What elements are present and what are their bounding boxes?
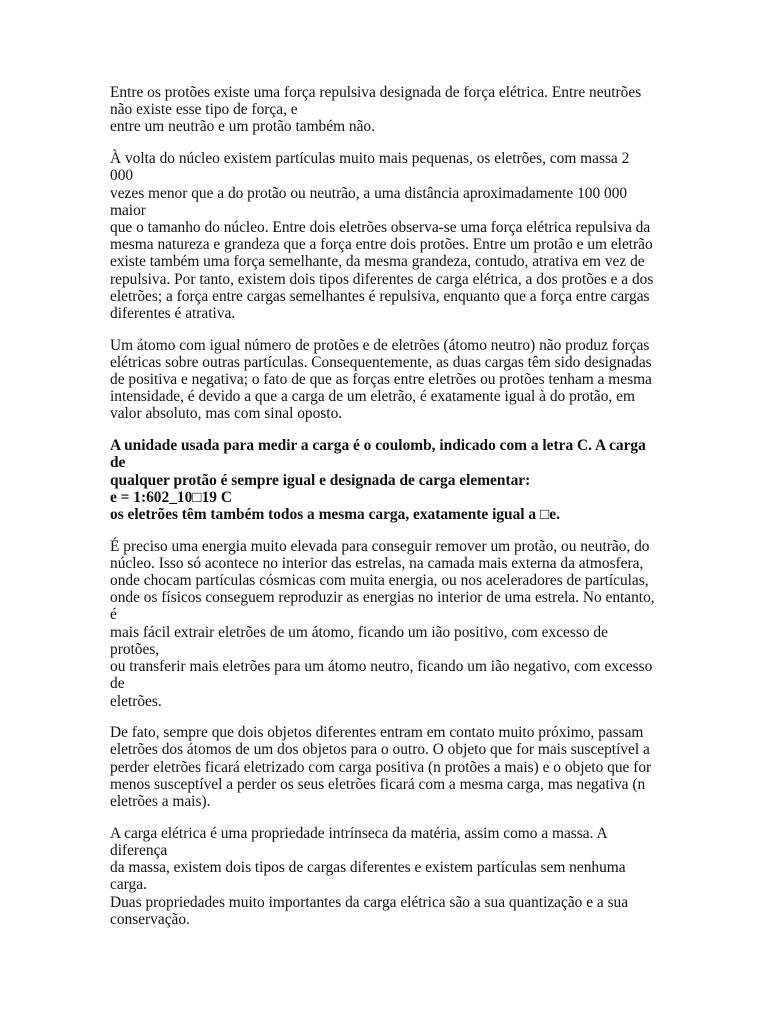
text-line: é [110, 606, 117, 624]
document-body [110, 84, 670, 942]
text-line: intensidade, é devido a que a carga de um eletrão, é exatamente igual à do protão, em [110, 388, 635, 406]
bold-paragraph [110, 437, 670, 523]
text-line: eletrões a mais). [110, 793, 211, 811]
text-line: Entre os protões existe uma força repulsiva designada de força elétrica. Entre neutrões [110, 84, 642, 101]
text-line: de [110, 675, 125, 693]
text-line: mais fácil extrair eletrões de um átomo, ficando um ião positivo, com excesso de [110, 623, 608, 641]
text-line: A carga elétrica é uma propriedade intrínseca da matéria, assim como a massa. A [110, 824, 608, 842]
text-line: onde chocam partículas cósmicas com muita energia, ou nos aceleradores de partículas, [110, 572, 649, 590]
text-line: de positiva e negativa; o fato de que as forças entre eletrões ou protões tenham a mesma [110, 371, 652, 389]
text-line: A unidade usada para medir a carga é o coulomb, indicado com a letra C. A carga [110, 437, 646, 455]
text-line: conservação. [110, 910, 190, 928]
text-line: elétricas sobre outras partículas. Consequentemente, as duas cargas têm sido designadas [110, 353, 652, 371]
text-line: ou transferir mais eletrões para um átomo neutro, ficando um ião negativo, com excesso [110, 658, 653, 676]
text-line: eletrões. [110, 692, 162, 710]
paragraph [110, 825, 670, 928]
text-line: protões, [110, 640, 160, 658]
text-line: menos susceptível a perder os seus eletrões ficará com a mesma carga, mas negativa (n [110, 775, 646, 793]
text-line: Duas propriedades muito importantes da carga elétrica são a sua quantização e a sua [110, 893, 629, 911]
text-line: mesma natureza e grandeza que a força entre dois protões. Entre um protão e um eletrão [110, 236, 653, 254]
text-line: de [110, 454, 126, 472]
text-line: 000 [110, 167, 134, 185]
text-line: repulsiva. Por tanto, existem dois tipos diferentes de carga elétrica, a dos protões e a dos [110, 270, 654, 288]
text-line: qualquer protão é sempre igual e designada de carga elementar: [110, 471, 531, 489]
paragraph [110, 150, 670, 322]
text-line: e = 1:602_10□19 C [110, 488, 232, 506]
text-line: que o tamanho do núcleo. Entre dois eletrões observa-se uma força elétrica repulsiva da [110, 218, 651, 236]
text-line: onde os físicos conseguem reproduzir as energias no interior de uma estrela. No entanto, [110, 589, 655, 607]
text-line: existe também uma força semelhante, da mesma grandeza, contudo, atrativa em vez de [110, 253, 645, 271]
text-line: eletrões dos átomos de um dos objetos para o outro. O objeto que for mais susceptível a [110, 741, 650, 759]
text-line: núcleo. Isso só acontece no interior das estrelas, na camada mais externa da atmosfera, [110, 554, 644, 572]
text-line: À volta do núcleo existem partículas muito mais pequenas, os eletrões, com massa 2 [110, 150, 630, 168]
text-line: os eletrões têm também todos a mesma carga, exatamente igual a □e. [110, 505, 560, 523]
paragraph [110, 724, 670, 810]
paragraph [110, 337, 670, 423]
text-line: diferença [110, 841, 168, 859]
text-line: entre um neutrão e um protão também não. [110, 118, 375, 136]
text-line: De fato, sempre que dois objetos diferentes entram em contato muito próximo, passam [110, 724, 644, 742]
paragraph [110, 84, 670, 136]
text-line: da massa, existem dois tipos de cargas diferentes e existem partículas sem nenhuma [110, 859, 626, 877]
text-line: É preciso uma energia muito elevada para conseguir remover um protão, ou neutrão, do [110, 537, 650, 555]
text-line: Um átomo com igual número de protões e de eletrões (átomo neutro) não produz forças [110, 336, 650, 354]
text-line: valor absoluto, mas com sinal oposto. [110, 405, 343, 423]
text-line: diferentes é atrativa. [110, 304, 236, 322]
text-line: vezes menor que a do protão ou neutrão, a uma distância aproximadamente 100 000 [110, 184, 628, 202]
text-line: carga. [110, 876, 147, 894]
text-line: eletrões; a força entre cargas semelhantes é repulsiva, enquanto que a força entre cargas [110, 287, 650, 305]
text-line: maior [110, 201, 146, 219]
text-line: perder eletrões ficará eletrizado com carga positiva (n protões a mais) e o objeto que for [110, 758, 652, 776]
text-line: não existe esse tipo de força, e [110, 101, 298, 119]
paragraph [110, 538, 670, 710]
